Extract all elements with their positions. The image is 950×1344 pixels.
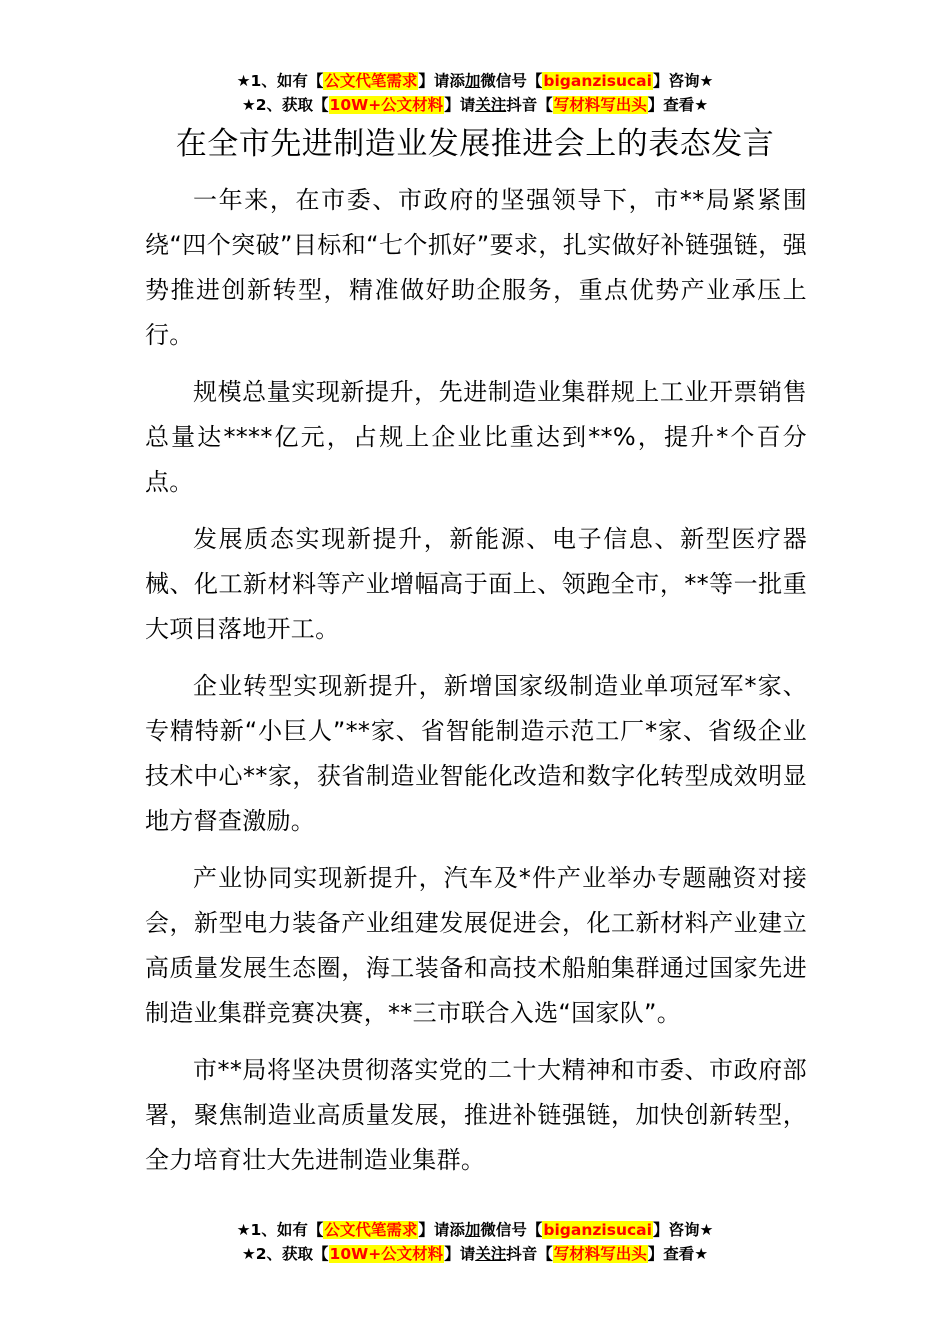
banner-highlight: 公文代笔需求 [324,72,418,90]
header-banner [0,69,950,117]
paragraph: 一年来，在市委、市政府的坚强领导下，市**局紧紧围绕“四个突破”目标和“七个抓好”要求，扎实做好补链强链，强势推进创新转型，精准做好助企服务，重点优势产业承压上行。 [145,186,807,349]
document-title: 在全市先进制造业发展推进会上的表态发言 [175,126,775,162]
paragraph: 发展质态实现新提升，新能源、电子信息、新型医疗器械、化工新材料等产业增幅高于面上、领跑全市，**等一批重大项目落地开工。 [145,525,807,643]
banner-highlight: 写材料写出头 [553,96,647,114]
banner-highlight: biganzisucai [543,1221,652,1239]
banner-highlight: 10W+公文材料 [329,96,444,114]
banner-highlight: 公文代笔需求 [324,1221,418,1239]
paragraph: 产业协同实现新提升，汽车及*件产业举办专题融资对接会，新型电力装备产业组建发展促进会，化工新材料产业建立高质量发展生态圈，海工装备和高技术船舶集群通过国家先进制造业集群竞赛决赛，**三市联合入选“国家队”。 [145,864,807,1027]
banner-line-1: ★1、如有【公文代笔需求】请添加微信号【biganzisucai】咨询★ [236,1221,714,1239]
banner-line-1: ★1、如有【公文代笔需求】请添加微信号【biganzisucai】咨询★ [236,72,714,90]
banner-line-2: ★2、获取【10W+公文材料】请关注抖音【写材料写出头】查看★ [241,1245,709,1263]
paragraph: 企业转型实现新提升，新增国家级制造业单项冠军*家、专精特新“小巨人”**家、省智能制造示范工厂*家、省级企业技术中心**家，获省制造业智能化改造和数字化转型成效明显地方督查激励。 [145,672,807,835]
banner-line-2: ★2、获取【10W+公文材料】请关注抖音【写材料写出头】查看★ [241,96,709,114]
banner-highlight: 10W+公文材料 [329,1245,444,1263]
footer-banner [0,1218,950,1266]
banner-highlight: biganzisucai [543,72,652,90]
paragraph: 市**局将坚决贯彻落实党的二十大精神和市委、市政府部署，聚焦制造业高质量发展，推进补链强链，加快创新转型，全力培育壮大先进制造业集群。 [145,1056,807,1174]
paragraph: 规模总量实现新提升，先进制造业集群规上工业开票销售总量达****亿元，占规上企业比重达到**%，提升*个百分点。 [145,378,807,496]
banner-highlight: 写材料写出头 [553,1245,647,1263]
document-body [145,178,807,1195]
